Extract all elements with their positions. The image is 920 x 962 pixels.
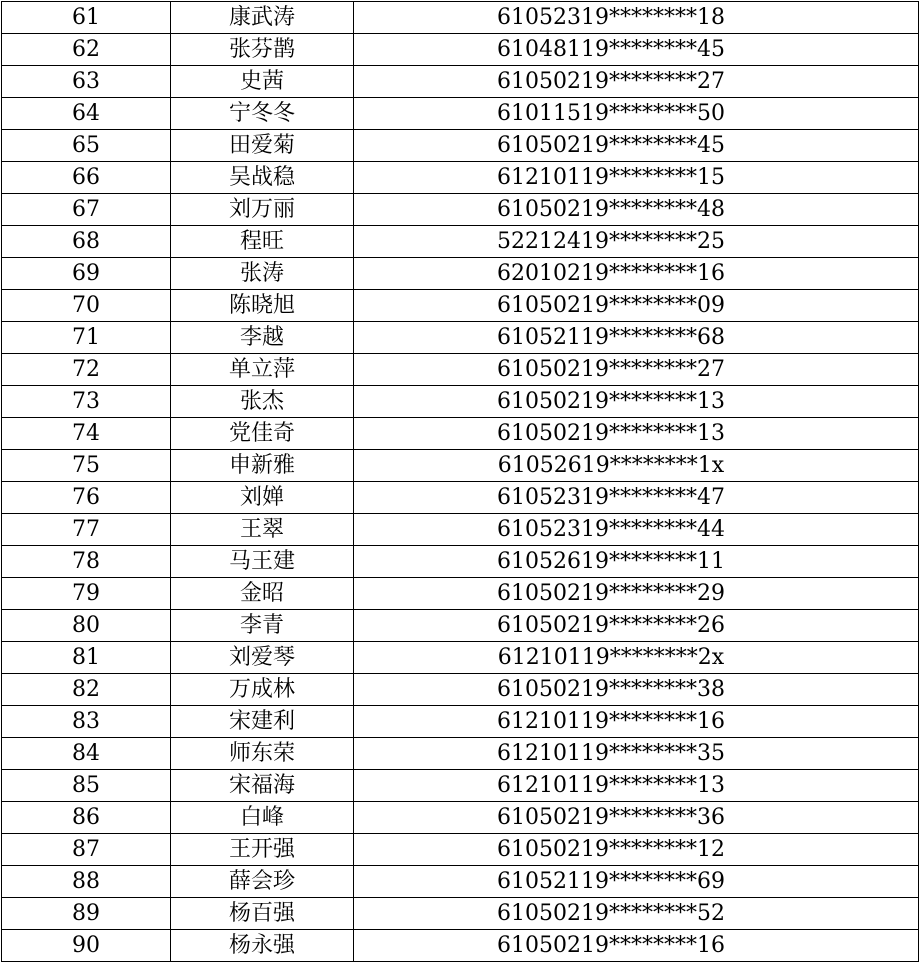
table-row xyxy=(2,450,919,482)
id-number-cell: 61210119********13 xyxy=(354,770,919,802)
row-number-cell: 74 xyxy=(2,418,171,450)
id-number-cell: 61050219********27 xyxy=(354,66,919,98)
id-number-cell: 61050219********29 xyxy=(354,578,919,610)
name-cell: 刘婵 xyxy=(171,482,354,514)
row-number-cell: 72 xyxy=(2,354,171,386)
roster-table-body xyxy=(2,2,919,962)
table-row xyxy=(2,258,919,290)
row-number-cell: 80 xyxy=(2,610,171,642)
name-cell: 张芬鹊 xyxy=(171,34,354,66)
id-number-cell: 61050219********09 xyxy=(354,290,919,322)
name-cell: 史茜 xyxy=(171,66,354,98)
name-cell: 宁冬冬 xyxy=(171,98,354,130)
name-cell: 吴战稳 xyxy=(171,162,354,194)
roster-table xyxy=(1,1,919,962)
table-row xyxy=(2,770,919,802)
id-number-cell: 61050219********13 xyxy=(354,386,919,418)
table-row xyxy=(2,546,919,578)
row-number-cell: 75 xyxy=(2,450,171,482)
table-row xyxy=(2,162,919,194)
table-row xyxy=(2,386,919,418)
id-number-cell: 61050219********45 xyxy=(354,130,919,162)
name-cell: 马王建 xyxy=(171,546,354,578)
row-number-cell: 85 xyxy=(2,770,171,802)
id-number-cell: 61210119********16 xyxy=(354,706,919,738)
id-number-cell: 61210119********35 xyxy=(354,738,919,770)
table-row xyxy=(2,194,919,226)
table-row xyxy=(2,482,919,514)
row-number-cell: 89 xyxy=(2,898,171,930)
row-number-cell: 63 xyxy=(2,66,171,98)
id-number-cell: 61052319********44 xyxy=(354,514,919,546)
row-number-cell: 76 xyxy=(2,482,171,514)
table-row xyxy=(2,130,919,162)
table-row xyxy=(2,578,919,610)
row-number-cell: 84 xyxy=(2,738,171,770)
row-number-cell: 69 xyxy=(2,258,171,290)
id-number-cell: 61052319********18 xyxy=(354,2,919,34)
table-row xyxy=(2,66,919,98)
table-row xyxy=(2,34,919,66)
id-number-cell: 61052119********68 xyxy=(354,322,919,354)
id-number-cell: 61050219********26 xyxy=(354,610,919,642)
table-row xyxy=(2,834,919,866)
row-number-cell: 79 xyxy=(2,578,171,610)
row-number-cell: 86 xyxy=(2,802,171,834)
id-number-cell: 61050219********48 xyxy=(354,194,919,226)
row-number-cell: 77 xyxy=(2,514,171,546)
id-number-cell: 61050219********36 xyxy=(354,802,919,834)
name-cell: 宋建利 xyxy=(171,706,354,738)
row-number-cell: 68 xyxy=(2,226,171,258)
id-number-cell: 61050219********13 xyxy=(354,418,919,450)
row-number-cell: 70 xyxy=(2,290,171,322)
row-number-cell: 62 xyxy=(2,34,171,66)
name-cell: 王翠 xyxy=(171,514,354,546)
row-number-cell: 71 xyxy=(2,322,171,354)
id-number-cell: 61052319********47 xyxy=(354,482,919,514)
table-row xyxy=(2,290,919,322)
id-number-cell: 61052119********69 xyxy=(354,866,919,898)
name-cell: 张涛 xyxy=(171,258,354,290)
id-number-cell: 61050219********27 xyxy=(354,354,919,386)
table-row xyxy=(2,98,919,130)
name-cell: 王开强 xyxy=(171,834,354,866)
row-number-cell: 64 xyxy=(2,98,171,130)
table-row xyxy=(2,674,919,706)
id-number-cell: 61052619********11 xyxy=(354,546,919,578)
row-number-cell: 66 xyxy=(2,162,171,194)
name-cell: 薛会珍 xyxy=(171,866,354,898)
table-row xyxy=(2,930,919,962)
id-number-cell: 61050219********38 xyxy=(354,674,919,706)
table-row xyxy=(2,802,919,834)
row-number-cell: 88 xyxy=(2,866,171,898)
id-number-cell: 61050219********12 xyxy=(354,834,919,866)
name-cell: 程旺 xyxy=(171,226,354,258)
name-cell: 张杰 xyxy=(171,386,354,418)
table-row xyxy=(2,354,919,386)
table-row xyxy=(2,898,919,930)
name-cell: 康武涛 xyxy=(171,2,354,34)
id-number-cell: 62010219********16 xyxy=(354,258,919,290)
id-number-cell: 61050219********16 xyxy=(354,930,919,962)
name-cell: 师东荣 xyxy=(171,738,354,770)
name-cell: 李青 xyxy=(171,610,354,642)
name-cell: 单立萍 xyxy=(171,354,354,386)
id-number-cell: 61210119********15 xyxy=(354,162,919,194)
row-number-cell: 87 xyxy=(2,834,171,866)
row-number-cell: 67 xyxy=(2,194,171,226)
table-row xyxy=(2,226,919,258)
table-row xyxy=(2,866,919,898)
row-number-cell: 65 xyxy=(2,130,171,162)
id-number-cell: 61011519********50 xyxy=(354,98,919,130)
table-row xyxy=(2,738,919,770)
id-number-cell: 52212419********25 xyxy=(354,226,919,258)
row-number-cell: 90 xyxy=(2,930,171,962)
table-row xyxy=(2,418,919,450)
name-cell: 党佳奇 xyxy=(171,418,354,450)
name-cell: 杨永强 xyxy=(171,930,354,962)
name-cell: 申新雅 xyxy=(171,450,354,482)
row-number-cell: 83 xyxy=(2,706,171,738)
name-cell: 李越 xyxy=(171,322,354,354)
name-cell: 刘万丽 xyxy=(171,194,354,226)
table-row xyxy=(2,706,919,738)
table-row xyxy=(2,322,919,354)
name-cell: 陈晓旭 xyxy=(171,290,354,322)
table-row xyxy=(2,514,919,546)
row-number-cell: 73 xyxy=(2,386,171,418)
table-row xyxy=(2,2,919,34)
table-row xyxy=(2,642,919,674)
name-cell: 宋福海 xyxy=(171,770,354,802)
row-number-cell: 81 xyxy=(2,642,171,674)
row-number-cell: 78 xyxy=(2,546,171,578)
name-cell: 刘爱琴 xyxy=(171,642,354,674)
name-cell: 田爱菊 xyxy=(171,130,354,162)
name-cell: 白峰 xyxy=(171,802,354,834)
name-cell: 万成林 xyxy=(171,674,354,706)
name-cell: 金昭 xyxy=(171,578,354,610)
id-number-cell: 61210119********2x xyxy=(354,642,919,674)
id-number-cell: 61050219********52 xyxy=(354,898,919,930)
id-number-cell: 61048119********45 xyxy=(354,34,919,66)
row-number-cell: 82 xyxy=(2,674,171,706)
id-number-cell: 61052619********1x xyxy=(354,450,919,482)
name-cell: 杨百强 xyxy=(171,898,354,930)
table-row xyxy=(2,610,919,642)
row-number-cell: 61 xyxy=(2,2,171,34)
